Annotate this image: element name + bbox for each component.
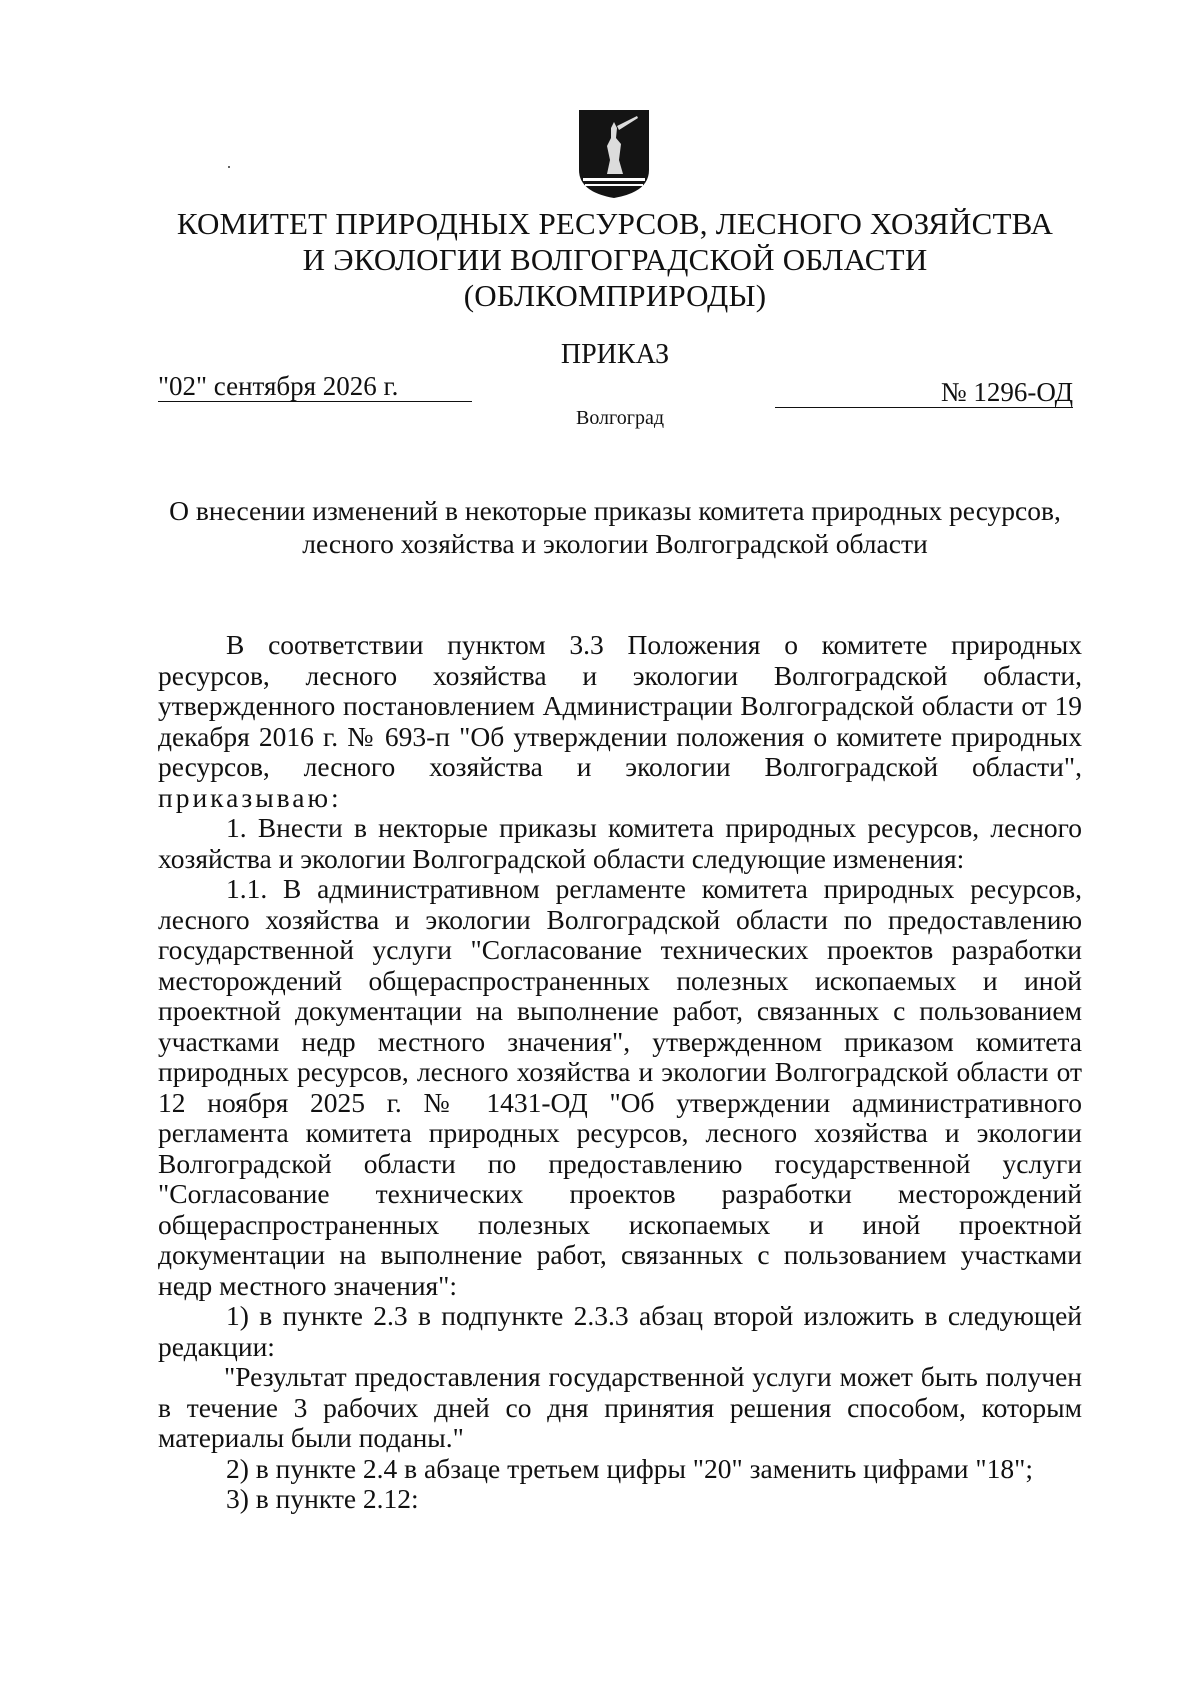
list-item-1: 1) в пункте 2.3 в подпункте 2.3.3 абзац второй изложить в следующей редакции: (158, 1300, 1082, 1362)
paragraph-1-1: 1.1. В административном регламенте комитета природных ресурсов, лесного хозяйства и экологии Волгоградской области по предоставлению государственной услуги "Согласование технических проектов разработки месторождений общераспространенных полезных ископаемых и иной проектной документации на выполнение работ, связанных с пользованием участками недр местного значения", утвержденном приказом комитета природных ресурсов, лесного хозяйства и экологии Волгоградской области от 12 ноября 2025 г. № 1431-ОД "Об утверждении административного регламента комитета природных ресурсов, лесного хозяйства и экологии Волгоградской области по предоставлению государственной услуги "Согласование технических проектов разработки месторождений общераспространенных полезных ископаемых и иной проектной документации на выполнение работ, связанных с пользованием участками недр местного значения": (158, 873, 1082, 1301)
document-number: № 1296-ОД (775, 377, 1073, 408)
coat-of-arms-icon (577, 108, 651, 200)
subject-line-2: лесного хозяйства и экологии Волгоградской области (302, 528, 928, 559)
quoted-text: "Результат предоставления государственной услуги может быть получен в течение 3 рабочих дней со дня принятия решения способом, которым материалы были поданы." (158, 1361, 1082, 1453)
intro-paragraph (158, 630, 1082, 813)
org-line-2: И ЭКОЛОГИИ ВОЛГОГРАДСКОЙ ОБЛАСТИ (302, 242, 928, 277)
document-type: ПРИКАЗ (560, 339, 670, 370)
scan-speck (228, 166, 230, 168)
list-item-3: 3) в пункте 2.12: (226, 1483, 419, 1514)
org-line-3: (ОБЛКОМПРИРОДЫ) (463, 278, 767, 313)
document-city: Волгоград (575, 407, 665, 429)
org-line-1: КОМИТЕТ ПРИРОДНЫХ РЕСУРСОВ, ЛЕСНОГО ХОЗЯЙСТВА (176, 206, 1054, 241)
document-date: "02" сентября 2026 г. (158, 371, 472, 402)
document-subject (150, 494, 1080, 560)
subject-line-1: О внесении изменений в некоторые приказы комитета природных ресурсов, (169, 495, 1061, 526)
organization-name (150, 206, 1080, 314)
intro-text: В соответствии пунктом 3.3 Положения о комитете природных ресурсов, лесного хозяйства и экологии Волгоградской области, утвержденного постановлением Администрации Волгоградской области от 19 декабря 2016 г. № 693-п "Об утверждении положения о комитете природных ресурсов, лесного хозяйства и экологии Волгоградской области", (158, 629, 1082, 782)
document-body (158, 630, 1082, 1515)
paragraph-1: 1. Внести в некторые приказы комитета природных ресурсов, лесного хозяйства и экологии Волгоградской области следующие изменения: (158, 812, 1082, 874)
order-word: приказываю: (158, 781, 342, 813)
list-item-2: 2) в пункте 2.4 в абзаце третьем цифры "20" заменить цифрами "18"; (226, 1452, 1033, 1484)
